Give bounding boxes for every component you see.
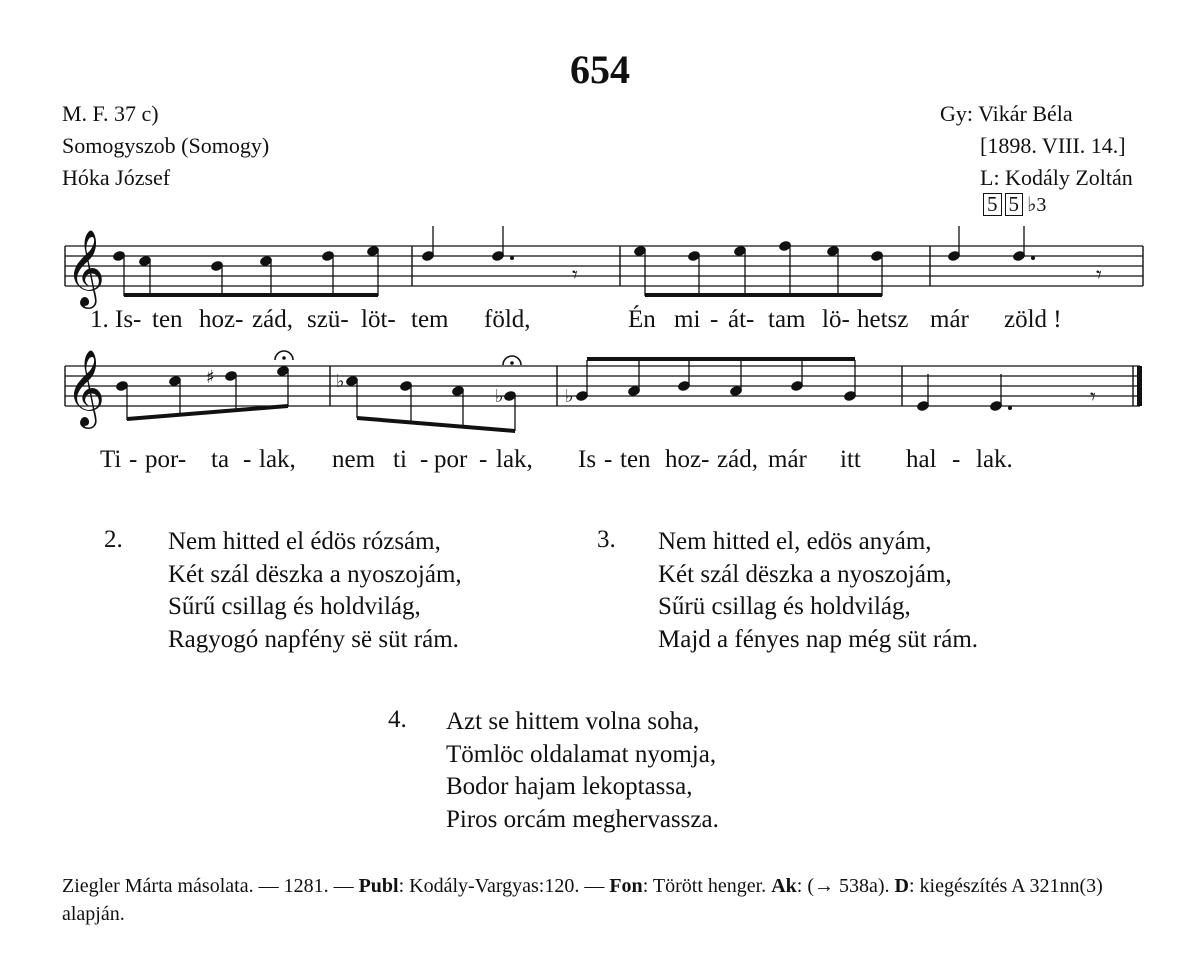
footnote [62,872,1152,928]
lyric-syllable: hal [906,446,937,473]
lyric-syllable: Én [628,306,656,333]
stanza-line: Bodor hajam lekoptassa, [446,773,693,800]
svg-text:♭: ♭ [336,371,345,392]
lyric-syllable: itt [840,446,861,473]
d-label: D [894,875,909,897]
svg-text:𝄾: 𝄾 [572,263,578,288]
transcriber: L: Kodály Zoltán [980,165,1133,190]
stanza-line: Nem hitted el édös rózsám, [168,528,441,555]
stanza-line: Nem hitted el, edös anyám, [658,528,932,555]
collection-date: [1898. VIII. 14.] [980,133,1126,158]
footnote-text: : Törött henger. [642,875,772,897]
lyric-syllable: lak, [259,446,296,473]
lyric-syllable: ten [620,446,651,473]
lyric-syllable: Is [578,446,597,473]
lyric-syllable: szü- [307,306,349,333]
lyric-syllable: föld, [484,306,531,333]
cadence-degrees [983,192,1046,217]
lyric-syllable: ten [152,306,183,333]
song-number: 654 [570,47,630,92]
stanza-line: Két szál dëszka a nyoszojám, [168,560,462,588]
source-info [62,98,269,194]
lyric-syllable: hetsz [857,306,909,333]
lyric-syllable: ti [393,446,407,473]
svg-text:♭: ♭ [495,386,504,407]
svg-text:𝄾: 𝄾 [1096,263,1102,288]
lyric-syllable: át- [728,306,755,333]
lyric-syllable: tem [411,306,449,333]
publ-label: Publ [358,875,399,897]
treble-clef-icon: 𝄞 [66,349,106,426]
lyric-syllable: már [768,446,807,473]
stanza-line: Azt se hittem volna soha, [446,708,700,735]
lyric-syllable: nem [332,446,376,473]
stanza-text [446,706,719,836]
catalog-ref: M. F. 37 c) [62,101,159,126]
stanza-line: Ragyogó napfény së süt rám. [168,625,459,653]
collector-info [940,98,1133,194]
stanza-number: 3. [597,526,616,553]
fon-label: Fon [609,875,643,897]
lyric-syllable: por [434,446,468,473]
lyric-syllable: - [243,446,252,473]
lyric-syllable: 1. Is- [90,306,142,333]
stanza-text [658,526,978,656]
lyric-syllable: - [604,446,613,473]
svg-text:♯: ♯ [206,367,215,388]
footnote-text: : kiegészítés A 321nn(3) alapján. [62,875,1103,925]
stanza-number: 2. [104,526,123,553]
lyric-syllable: - [420,446,429,473]
stanza-text [168,526,462,656]
lyric-syllable: Ti [100,446,122,473]
lyric-syllable: lö- [822,306,850,333]
ak-label: Ak [771,875,797,897]
svg-text:𝄾: 𝄾 [1090,385,1096,410]
lyric-syllable: - [952,446,961,473]
lyric-syllable: mi [674,306,701,333]
cadence-flat: ♭3 [1027,194,1047,216]
footnote-text: : (→ 538a). [796,875,895,897]
lyric-syllable: már [930,306,969,333]
stanza-line: Két szál dëszka a nyoszojám, [658,560,952,588]
footnote-text: : Kodály-Vargyas:120. — [398,875,610,897]
lyric-syllable: löt- [361,306,396,333]
stanza-line: Sűrü csillag és holdvilág, [658,593,911,620]
lyric-syllable: - [710,306,719,333]
lyric-syllable: lak. [976,446,1013,473]
stanza-line: Sűrű csillag és holdvilág, [168,593,421,620]
music-staff-1 [0,229,1200,306]
lyric-syllable: - [129,446,138,473]
lyric-syllable: - [479,446,488,473]
cadence-box: 5 [983,193,1002,216]
lyric-syllable: zád, [717,446,758,473]
lyric-syllable: hoz- [665,446,710,473]
stanza-line: Tömlöc oldalamat nyomja, [446,740,717,768]
lyric-syllable: tam [768,306,806,333]
notes-group [115,351,1096,433]
svg-text:♭: ♭ [565,386,574,407]
footnote-text: Ziegler Márta másolata. — 1281. — [62,875,359,897]
lyric-syllable: zád, [252,306,293,333]
stanza-number: 4. [388,706,407,733]
performer: Hóka József [62,165,171,190]
stanza-line: Majd a fényes nap még süt rám. [658,625,979,653]
lyric-syllable: lak, [496,446,533,473]
music-staff-2 [0,348,1200,440]
stanza-line: Piros orcám meghervassza. [446,805,719,833]
location: Somogyszob (Somogy) [62,133,270,158]
treble-clef-icon: 𝄞 [66,229,106,306]
lyric-syllable: por- [145,446,187,473]
lyric-syllable: ta [211,446,230,473]
lyric-syllable: hoz- [199,306,244,333]
lyric-syllable: zöld ! [1004,306,1062,333]
collector: Gy: Vikár Béla [940,101,1073,126]
cadence-box: 5 [1005,193,1024,216]
